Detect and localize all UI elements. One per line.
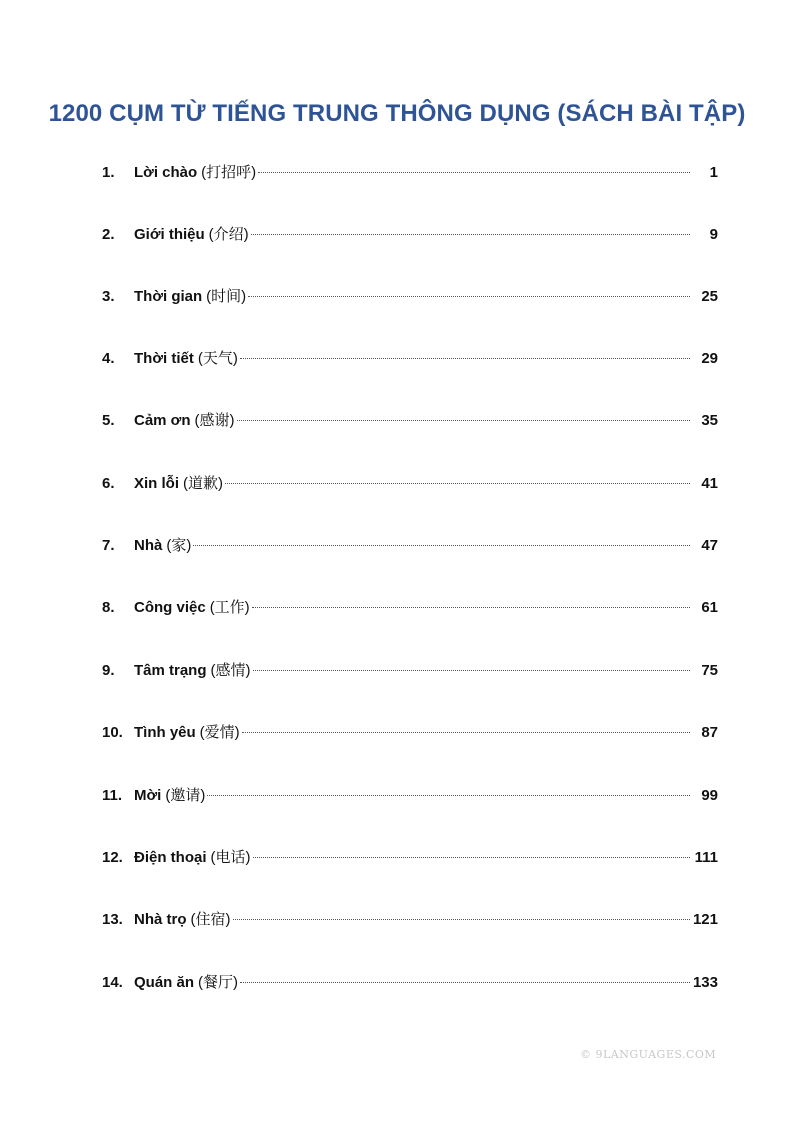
toc-entry-number: 5. (102, 412, 115, 429)
dot-leader (252, 606, 690, 608)
toc-entry-page: 41 (701, 475, 718, 492)
toc-entry-number: 14. (102, 974, 123, 991)
toc-entry-chinese: (感谢) (194, 412, 235, 429)
toc-entry-12[interactable] (102, 845, 718, 871)
toc-entry-page: 9 (709, 226, 718, 243)
toc-entry-number: 3. (102, 288, 115, 305)
toc-entry-chinese: (时间) (206, 288, 247, 305)
toc-entry-page: 75 (701, 662, 718, 679)
toc-entry-chinese: (餐厅) (198, 974, 239, 991)
toc-entry-page: 87 (701, 724, 718, 741)
toc-entry-chinese: (道歉) (183, 475, 223, 492)
toc-entry-8[interactable] (102, 595, 718, 621)
toc-entry-page: 29 (701, 350, 718, 367)
dot-leader (225, 482, 690, 484)
watermark: © 9LANGUAGES.COM (580, 1048, 717, 1061)
toc-entry-chinese: (家) (166, 537, 192, 554)
toc-entry-title: Quán ăn (134, 974, 195, 991)
toc-entry-chinese: (工作) (209, 599, 250, 616)
toc-entry-title: Cảm ơn (134, 412, 191, 429)
toc-entry-4[interactable] (102, 346, 718, 372)
toc-entry-11[interactable] (102, 783, 718, 809)
toc-entry-6[interactable] (102, 471, 718, 497)
toc-entry-title: Mời (134, 787, 162, 804)
toc-entry-page: 25 (701, 288, 718, 305)
toc-entry-page: 1 (709, 164, 718, 181)
dot-leader (240, 981, 690, 983)
toc-entry-page: 47 (701, 537, 718, 554)
toc-entry-page: 133 (692, 974, 718, 991)
toc-entry-chinese: (住宿) (190, 911, 231, 928)
toc-entry-title: Xin lỗi (134, 475, 179, 492)
toc-entry-3[interactable] (102, 284, 718, 310)
dot-leader (242, 731, 690, 733)
toc-entry-number: 2. (102, 226, 115, 243)
toc-entry-chinese: (爱情) (199, 724, 240, 741)
page-title: 1200 CỤM TỪ TIẾNG TRUNG THÔNG DỤNG (SÁCH BÀI TẬP) (48, 100, 746, 128)
toc-entry-10[interactable] (102, 720, 718, 746)
toc-entry-number: 12. (102, 849, 123, 866)
toc-entry-number: 7. (102, 537, 115, 554)
toc-entry-page: 121 (692, 911, 718, 928)
toc-entry-title: Nhà (134, 537, 163, 554)
toc-entry-9[interactable] (102, 658, 718, 684)
toc-entry-number: 13. (102, 911, 123, 928)
toc-entry-14[interactable] (102, 970, 718, 996)
dot-leader (253, 669, 690, 671)
toc-entry-title: Giới thiệu (134, 226, 205, 243)
toc-entry-chinese: (天气) (197, 350, 238, 367)
toc-entry-number: 10. (102, 724, 123, 741)
toc-entry-title: Thời gian (134, 288, 203, 305)
toc-entry-page: 35 (701, 412, 718, 429)
toc-entry-number: 6. (102, 475, 115, 492)
toc-entry-7[interactable] (102, 533, 718, 559)
dot-leader (240, 357, 690, 359)
dot-leader (253, 856, 690, 858)
toc-entry-number: 11. (102, 787, 123, 804)
dot-leader (251, 233, 690, 235)
dot-leader (258, 171, 690, 173)
toc-entry-1[interactable] (102, 160, 718, 186)
toc-entry-chinese: (介绍) (208, 226, 249, 243)
dot-leader (233, 918, 691, 920)
toc-entry-title: Thời tiết (134, 350, 194, 367)
toc-entry-number: 8. (102, 599, 115, 616)
dot-leader (248, 295, 690, 297)
toc-entry-page: 99 (701, 787, 718, 804)
toc-entry-title: Nhà trọ (134, 911, 187, 928)
toc-entry-page: 61 (701, 599, 718, 616)
toc-entry-title: Công việc (134, 599, 206, 616)
toc-entry-chinese: (感情) (210, 662, 251, 679)
toc-entry-chinese: (打招呼) (201, 164, 257, 181)
toc-entry-chinese: (电话) (210, 849, 251, 866)
toc-entry-title: Điện thoại (134, 849, 207, 866)
toc-entry-title: Tình yêu (134, 724, 196, 741)
toc-entry-title: Tâm trạng (134, 662, 207, 679)
dot-leader (193, 544, 690, 546)
dot-leader (237, 419, 690, 421)
toc-entry-number: 9. (102, 662, 115, 679)
toc-entry-number: 1. (102, 164, 115, 181)
toc-entry-chinese: (邀请) (165, 787, 206, 804)
toc-entry-title: Lời chào (134, 164, 198, 181)
toc-entry-5[interactable] (102, 408, 718, 434)
dot-leader (207, 794, 690, 796)
toc-entry-13[interactable] (102, 907, 718, 933)
toc-entry-2[interactable] (102, 222, 718, 248)
toc-entry-page: 111 (694, 849, 718, 866)
toc-entry-number: 4. (102, 350, 115, 367)
